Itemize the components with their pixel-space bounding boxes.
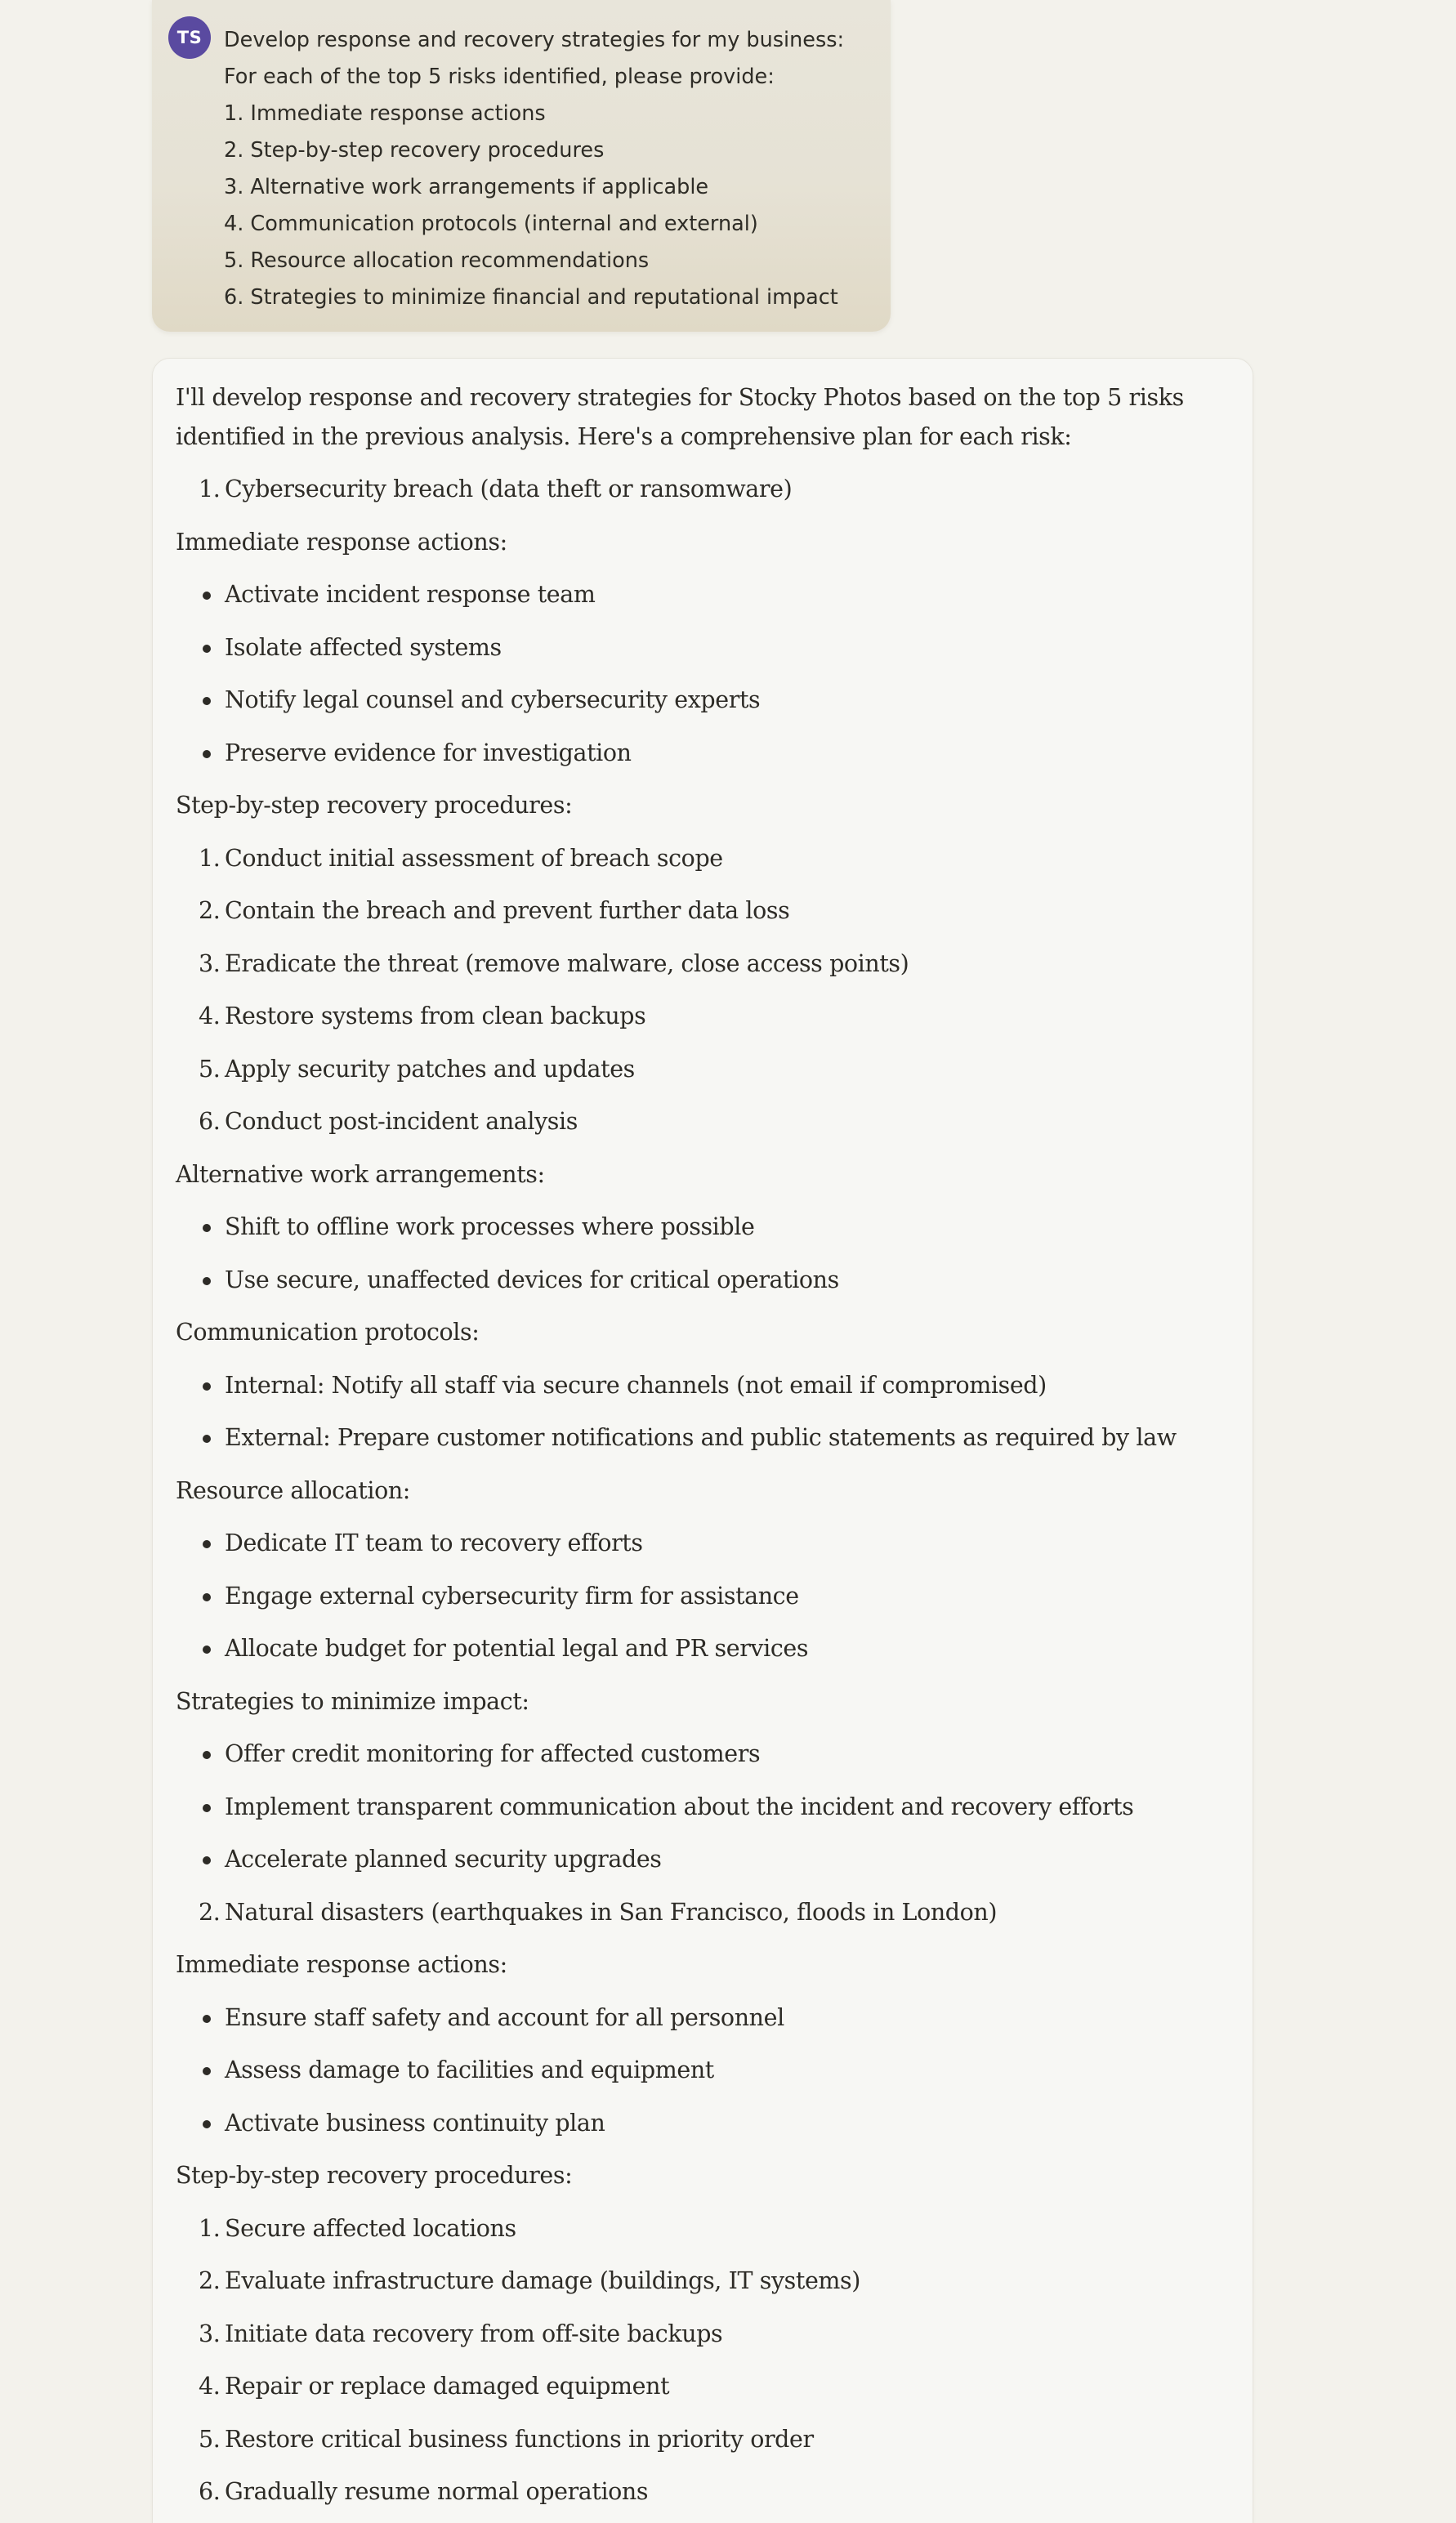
list-number: 1.: [199, 844, 221, 872]
list-item-text: Conduct initial assessment of breach scope: [225, 844, 723, 872]
numbered-list-item: [176, 885, 1238, 938]
bullet-dot-icon: [203, 1646, 211, 1654]
list-number: 5.: [199, 2425, 221, 2453]
bullet-dot-icon: [203, 1593, 211, 1601]
section-heading: [176, 1939, 1238, 1992]
list-item-text: Immediate response actions:: [176, 1951, 507, 1978]
bullet-list-item: [176, 1833, 1238, 1887]
user-message-line: 5. Resource allocation recommendations: [224, 248, 650, 273]
bullet-dot-icon: [203, 2067, 211, 2075]
list-item-text: Notify legal counsel and cybersecurity experts: [225, 686, 761, 713]
list-item-text: Shift to offline work processes where possible: [225, 1213, 755, 1240]
assistant-response: [152, 358, 1253, 2523]
bullet-dot-icon: [203, 645, 211, 653]
numbered-list-item: [176, 2308, 1238, 2361]
bullet-dot-icon: [203, 1382, 211, 1391]
list-item-text: Step-by-step recovery procedures:: [176, 792, 573, 819]
list-item-text: Communication protocols:: [176, 1319, 480, 1346]
list-item-text: Isolate affected systems: [225, 633, 502, 661]
list-number: 6.: [199, 1108, 221, 1135]
list-item-text: Implement transparent communication about the incident and recovery efforts: [225, 1793, 1134, 1820]
response-list: [176, 463, 1238, 2519]
list-number: 5.: [199, 1055, 221, 1083]
list-item-text: Preserve evidence for investigation: [225, 739, 632, 766]
list-item-text: Secure affected locations: [225, 2214, 516, 2242]
bullet-list-item: [176, 727, 1238, 780]
section-heading: [176, 2150, 1238, 2203]
numbered-list-item: [176, 1043, 1238, 1096]
bullet-dot-icon: [203, 1277, 211, 1285]
list-item-text: Repair or replace damaged equipment: [225, 2373, 670, 2400]
list-item-text: Contain the breach and prevent further data loss: [225, 897, 790, 924]
list-item-text: Restore systems from clean backups: [225, 1003, 646, 1029]
list-item-text: Dedicate IT team to recovery efforts: [225, 1529, 643, 1556]
numbered-list-item: [176, 2203, 1238, 2256]
list-item-text: Activate business continuity plan: [225, 2109, 605, 2137]
list-item-text: Internal: Notify all staff via secure channels (not email if compromised): [225, 1371, 1047, 1399]
numbered-list-item: [176, 833, 1238, 886]
bullet-list-item: [176, 1254, 1238, 1307]
user-message-line: 4. Communication protocols (internal and external): [224, 212, 758, 236]
numbered-list-item: [176, 463, 1238, 516]
section-heading: [176, 1465, 1238, 1518]
list-item-text: Strategies to minimize impact:: [176, 1687, 529, 1715]
list-item-text: Offer credit monitoring for affected customers: [225, 1740, 761, 1767]
bullet-dot-icon: [203, 1751, 211, 1759]
user-message: [152, 0, 891, 332]
list-item-text: Alternative work arrangements:: [176, 1160, 545, 1188]
list-item-text: Accelerate planned security upgrades: [225, 1846, 662, 1873]
list-number: 1.: [199, 2214, 221, 2242]
list-item-text: Resource allocation:: [176, 1476, 410, 1504]
list-item-text: Step-by-step recovery procedures:: [176, 2162, 573, 2189]
user-message-line: Develop response and recovery strategies for my business:: [224, 28, 845, 52]
section-heading: [176, 1149, 1238, 1202]
bullet-list-item: [176, 1728, 1238, 1781]
bullet-list-item: [176, 674, 1238, 727]
list-item-text: Allocate budget for potential legal and PR services: [225, 1635, 809, 1662]
bullet-dot-icon: [203, 1856, 211, 1864]
list-item-text: Ensure staff safety and account for all personnel: [225, 2003, 784, 2031]
list-item-text: Assess damage to facilities and equipment: [225, 2056, 714, 2083]
user-message-line: 1. Immediate response actions: [224, 101, 546, 126]
bullet-list-item: [176, 1623, 1238, 1676]
list-item-text: Natural disasters (earthquakes in San Francisco, floods in London): [225, 1898, 998, 1926]
numbered-list-item: [176, 990, 1238, 1043]
bullet-list-item: [176, 1412, 1238, 1465]
bullet-list-item: [176, 1992, 1238, 2045]
list-item-text: Immediate response actions:: [176, 528, 507, 556]
bullet-list-item: [176, 2097, 1238, 2150]
list-number: 4.: [199, 1003, 221, 1029]
list-item-text: Activate incident response team: [225, 581, 596, 608]
list-item-text: Eradicate the threat (remove malware, close access points): [225, 949, 909, 977]
list-item-text: Restore critical business functions in priority order: [225, 2425, 814, 2453]
bullet-list-item: [176, 1201, 1238, 1254]
response-intro: I'll develop response and recovery strategies for Stocky Photos based on the top 5 risks identified in the previous analysis. Here's a comprehensive plan for each risk:: [176, 384, 1184, 450]
numbered-list-item: [176, 2255, 1238, 2308]
list-item-text: Engage external cybersecurity firm for assistance: [225, 1582, 799, 1610]
numbered-list-item: [176, 1096, 1238, 1149]
list-number: 3.: [199, 2320, 221, 2347]
bullet-dot-icon: [203, 1540, 211, 1548]
numbered-list-item: [176, 1887, 1238, 1940]
section-heading: [176, 1676, 1238, 1729]
bullet-list-item: [176, 1781, 1238, 1834]
list-number: 6.: [199, 2478, 221, 2505]
list-item-text: Use secure, unaffected devices for critical operations: [225, 1266, 839, 1293]
bullet-dot-icon: [203, 1435, 211, 1443]
numbered-list-item: [176, 938, 1238, 991]
bullet-dot-icon: [203, 750, 211, 758]
response-body: [176, 378, 1238, 2519]
list-item-text: Gradually resume normal operations: [225, 2478, 649, 2505]
list-item-text: Evaluate infrastructure damage (buildings, IT systems): [225, 2267, 860, 2294]
bullet-list-item: [176, 1570, 1238, 1623]
numbered-list-item: [176, 2414, 1238, 2467]
bullet-dot-icon: [203, 697, 211, 705]
bullet-dot-icon: [203, 2120, 211, 2128]
list-number: 4.: [199, 2373, 221, 2400]
list-item-text: Conduct post-incident analysis: [225, 1108, 578, 1135]
bullet-list-item: [176, 1360, 1238, 1413]
user-message-text: [224, 22, 878, 316]
list-item-text: Cybersecurity breach (data theft or ransomware): [225, 476, 793, 502]
section-heading: [176, 779, 1238, 833]
list-number: 3.: [199, 949, 221, 977]
list-number: 2.: [199, 1898, 221, 1926]
section-heading: [176, 516, 1238, 569]
bullet-dot-icon: [203, 592, 211, 600]
user-message-line: For each of the top 5 risks identified, please provide:: [224, 65, 775, 89]
section-heading: [176, 1306, 1238, 1360]
numbered-list-item: [176, 2466, 1238, 2519]
bullet-dot-icon: [203, 2015, 211, 2023]
list-item-text: Initiate data recovery from off-site backups: [225, 2320, 723, 2347]
bullet-dot-icon: [203, 1224, 211, 1232]
list-number: 1.: [199, 476, 221, 502]
bullet-list-item: [176, 569, 1238, 622]
list-item-text: External: Prepare customer notifications and public statements as required by law: [225, 1424, 1177, 1451]
bullet-list-item: [176, 2044, 1238, 2097]
bullet-list-item: [176, 622, 1238, 675]
user-message-line: 2. Step-by-step recovery procedures: [224, 138, 605, 163]
user-avatar[interactable]: TS: [168, 16, 211, 59]
numbered-list-item: [176, 2360, 1238, 2414]
user-message-line: 3. Alternative work arrangements if applicable: [224, 175, 709, 199]
list-item-text: Apply security patches and updates: [225, 1055, 635, 1083]
list-number: 2.: [199, 2267, 221, 2294]
bullet-dot-icon: [203, 1804, 211, 1812]
bullet-list-item: [176, 1517, 1238, 1570]
list-number: 2.: [199, 897, 221, 924]
user-message-line: 6. Strategies to minimize financial and reputational impact: [224, 285, 838, 310]
